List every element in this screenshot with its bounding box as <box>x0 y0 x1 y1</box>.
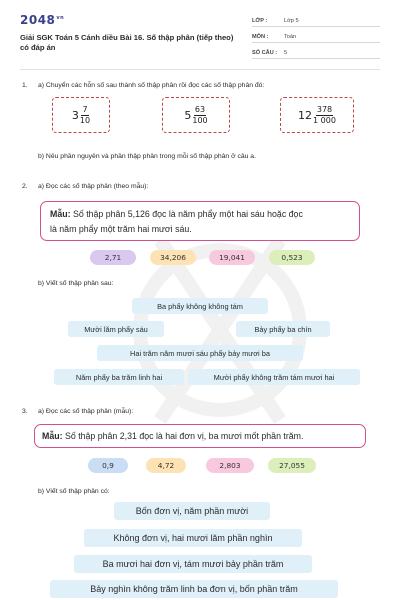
fraction: $\frac{63}{100}$ <box>192 104 208 125</box>
document-title: Giải SGK Toán 5 Cánh diều Bài 16. Số thập phân (tiếp theo) có đáp án <box>20 33 234 52</box>
number-pill: 2,803 <box>206 458 254 473</box>
word-pill: Năm phẩy ba trăm linh hai <box>54 369 184 385</box>
word-pill: Không đơn vị, hai mươi lăm phần nghìn <box>84 529 302 547</box>
question-2a-text: a) Đọc các số thập phân (theo mẫu): <box>38 183 149 190</box>
fraction: $\frac{378}{1 000}$ <box>313 104 336 125</box>
number-pill: 4,72 <box>146 458 186 473</box>
word-pill: Bốn đơn vị, năm phần mười <box>114 502 270 520</box>
header-divider <box>20 69 380 70</box>
word-pill: Mười phẩy không trăm tám mươi hai <box>188 369 360 385</box>
mixed-number-1: 3 $\frac{7}{10}$ <box>52 97 110 133</box>
meta-subject: MÔN : Toán <box>252 31 380 43</box>
sample-label: Mẫu: <box>50 209 71 219</box>
sample-line-1: Số thập phân 5,126 đọc là năm phẩy một hai sáu hoặc đọc <box>72 209 303 219</box>
mixed-number-3: 12 $\frac{378}{1 000}$ <box>280 97 354 133</box>
word-pill: Mười lăm phẩy sáu <box>68 321 164 337</box>
question-3-number: 3. <box>22 408 28 415</box>
question-1a-text: a) Chuyển các hỗn số sau thành số thập phân rồi đọc các số thập phân đó: <box>38 82 265 89</box>
question-3a-text: a) Đọc các số thập phân (mẫu): <box>38 408 134 415</box>
question-3b-text: b) Viết số thập phân có: <box>38 488 110 495</box>
sample-box-q3 <box>34 424 366 448</box>
number-pill: 27,055 <box>268 458 316 473</box>
site-logo[interactable]: $2048^{vn}$ <box>20 13 65 27</box>
number-pill: 34,206 <box>150 250 196 265</box>
word-pill: Bảy nghìn không trăm linh ba đơn vị, bốn phần trăm <box>50 580 338 598</box>
sample-box-q2 <box>40 201 360 241</box>
document-header <box>0 0 400 70</box>
number-pill: 0,523 <box>269 250 315 265</box>
question-1b-text: b) Nêu phần nguyên và phần thập phân trong mỗi số thập phân ở câu a. <box>38 153 256 160</box>
meta-question-count: SỐ CÂU : 5 <box>252 47 380 59</box>
question-2b-text: b) Viết số thập phân sau: <box>38 280 114 287</box>
word-pill: Hai trăm năm mươi sáu phẩy bảy mươi ba <box>97 345 303 361</box>
number-pill: 0,9 <box>88 458 128 473</box>
fraction: $\frac{7}{10}$ <box>79 104 91 125</box>
mixed-number-2: 5 $\frac{63}{100}$ <box>162 97 230 133</box>
question-2-number: 2. <box>22 183 28 190</box>
number-pill: 19,041 <box>209 250 255 265</box>
sample-label: Mẫu: <box>42 431 63 441</box>
sample-line-2: là năm phẩy một trăm hai mươi sáu. <box>50 224 192 234</box>
word-pill: Ba phẩy không không tám <box>132 298 268 314</box>
sample-text: Số thập phân 2,31 đọc là hai đơn vị, ba mươi mốt phần trăm. <box>64 431 304 441</box>
word-pill: Bảy phẩy ba chín <box>236 321 330 337</box>
meta-class: LỚP : Lớp 5 <box>252 15 380 27</box>
question-1-number: 1. <box>22 82 28 89</box>
word-pill: Ba mươi hai đơn vị, tám mươi bảy phần trăm <box>74 555 312 573</box>
number-pill: 2,71 <box>90 250 136 265</box>
